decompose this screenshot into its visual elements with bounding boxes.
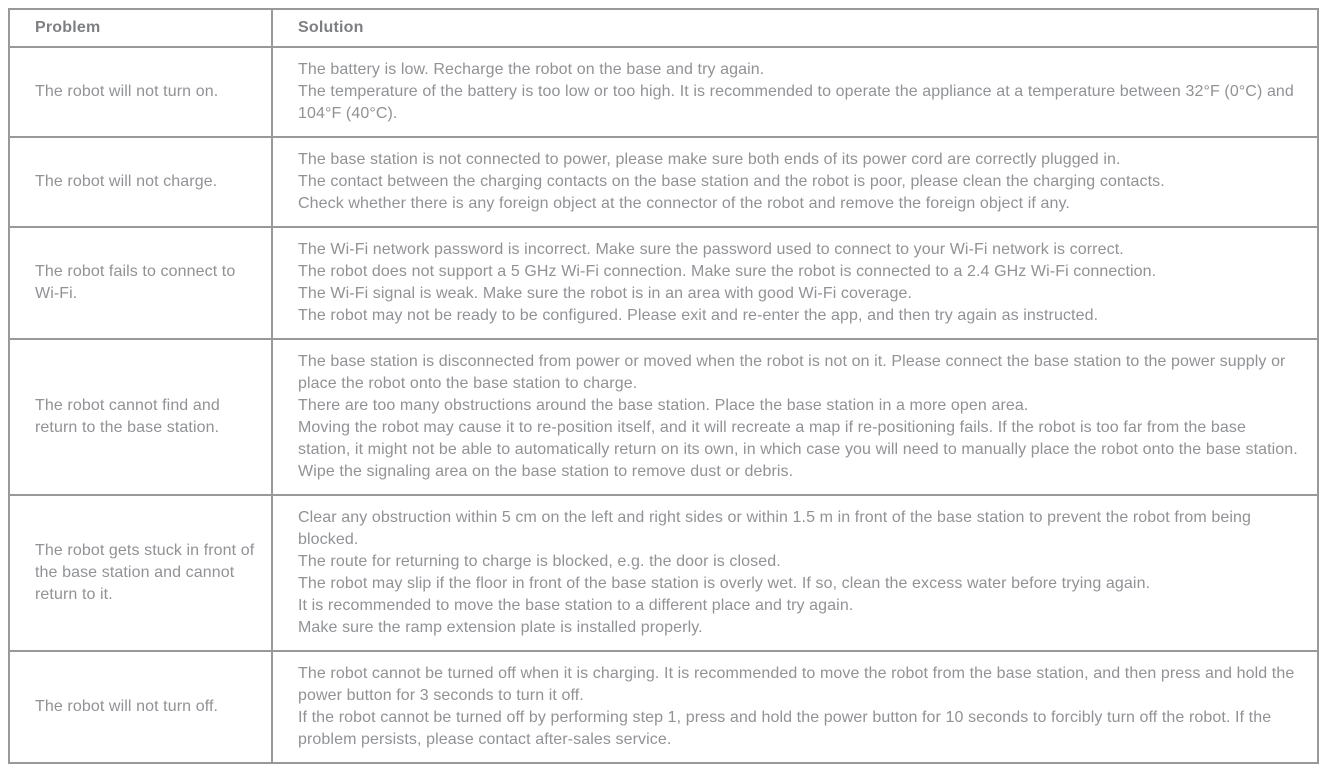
solution-paragraph: The robot may not be ready to be configured. Please exit and re-enter the app, and then try again as instructed.	[298, 307, 1099, 324]
solution-paragraph: The robot may slip if the floor in front of the base station is overly wet. If so, clean the excess water before trying again.	[298, 575, 1151, 592]
solution-paragraph: The robot cannot be turned off when it is charging. It is recommended to move the robot from the base station, and then press and hold the power button for 3 seconds to turn it off.	[298, 665, 1295, 704]
problem-cell: The robot fails to connect to Wi-Fi.	[9, 227, 272, 339]
solution-paragraph: Wipe the signaling area on the base station to remove dust or debris.	[298, 463, 794, 480]
solution-paragraph: The route for returning to charge is blocked, e.g. the door is closed.	[298, 553, 781, 570]
problem-cell: The robot cannot find and return to the base station.	[9, 339, 272, 495]
solution-paragraph: The temperature of the battery is too low or too high. It is recommended to operate the appliance at a temperature between 32°F (0°C) and 104°F (40°C).	[298, 83, 1294, 122]
solution-paragraph: The base station is disconnected from power or moved when the robot is not on it. Please connect the base station to the power supply or place the robot onto the base station to charge.	[298, 353, 1286, 392]
solution-paragraph: The Wi-Fi signal is weak. Make sure the robot is in an area with good Wi-Fi coverage.	[298, 285, 913, 302]
problem-cell: The robot will not turn on.	[9, 47, 272, 137]
table-row	[9, 47, 1318, 137]
table-row	[9, 651, 1318, 763]
table-row	[9, 495, 1318, 651]
table-body	[9, 47, 1318, 763]
solution-cell	[272, 47, 1318, 137]
solution-paragraph: The base station is not connected to power, please make sure both ends of its power cord are correctly plugged in.	[298, 151, 1121, 168]
solution-paragraph: There are too many obstructions around the base station. Place the base station in a more open area.	[298, 397, 1029, 414]
troubleshooting-table	[8, 8, 1319, 764]
problem-cell: The robot will not charge.	[9, 137, 272, 227]
table-row	[9, 227, 1318, 339]
solution-paragraph: Make sure the ramp extension plate is installed properly.	[298, 619, 703, 636]
solution-paragraph: Clear any obstruction within 5 cm on the left and right sides or within 1.5 m in front of the base station to prevent the robot from being blocked.	[298, 509, 1251, 548]
solution-paragraph: The Wi-Fi network password is incorrect. Make sure the password used to connect to your Wi-Fi network is correct.	[298, 241, 1124, 258]
solution-paragraph: The robot does not support a 5 GHz Wi-Fi connection. Make sure the robot is connected to a 2.4 GHz Wi-Fi connection.	[298, 263, 1157, 280]
solution-paragraph: The battery is low. Recharge the robot on the base and try again.	[298, 61, 765, 78]
problem-cell: The robot gets stuck in front of the base station and cannot return to it.	[9, 495, 272, 651]
solution-paragraph: The contact between the charging contacts on the base station and the robot is poor, please clean the charging contacts.	[298, 173, 1165, 190]
table-row	[9, 137, 1318, 227]
problem-column-header: Problem	[9, 9, 272, 47]
solution-cell	[272, 495, 1318, 651]
solution-paragraph: It is recommended to move the base station to a different place and try again.	[298, 597, 854, 614]
solution-paragraph: Check whether there is any foreign object at the connector of the robot and remove the foreign object if any.	[298, 195, 1070, 212]
solution-cell	[272, 227, 1318, 339]
solution-cell	[272, 651, 1318, 763]
solution-paragraph: If the robot cannot be turned off by performing step 1, press and hold the power button for 10 seconds to forcibly turn off the robot. If the problem persists, please contact after-sales service.	[298, 709, 1272, 748]
solution-cell	[272, 137, 1318, 227]
header-row	[9, 9, 1318, 47]
solution-paragraph: Moving the robot may cause it to re-position itself, and it will recreate a map if re-positioning fails. If the robot is too far from the base station, it might not be able to automatically return on its own, in which case you will need to manually place the robot onto the base station.	[298, 419, 1298, 458]
solution-column-header: Solution	[272, 9, 1318, 47]
problem-cell: The robot will not turn off.	[9, 651, 272, 763]
solution-cell	[272, 339, 1318, 495]
table-row	[9, 339, 1318, 495]
